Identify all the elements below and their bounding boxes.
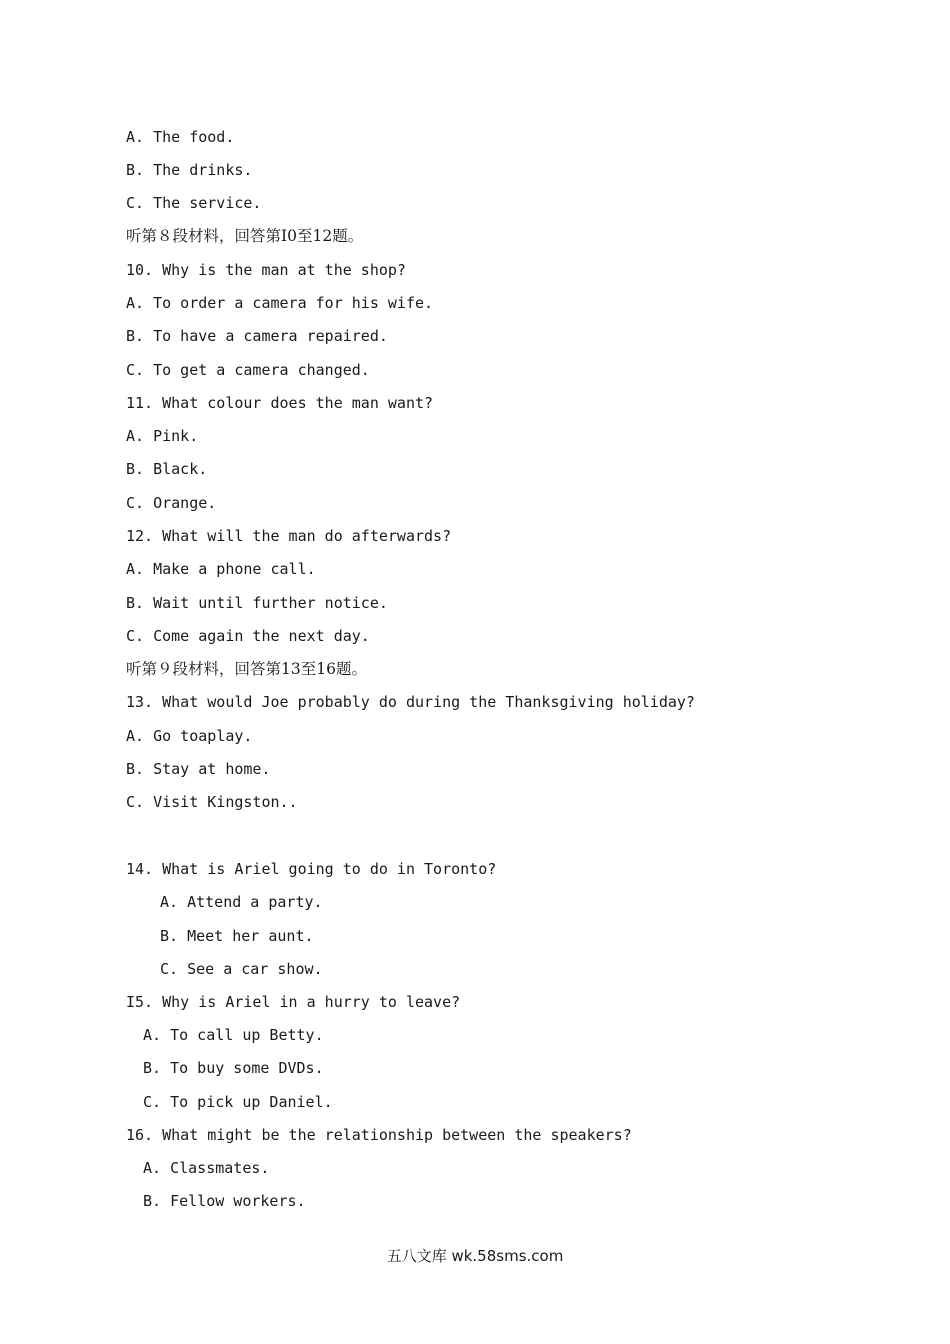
option-line: C. To get a camera changed.	[126, 361, 370, 379]
section-heading: 听第９段材料，回答第13至16题。	[126, 660, 367, 678]
option-line: A. To order a camera for his wife.	[126, 294, 434, 312]
option-line: A. Go toaplay.	[126, 727, 253, 745]
option-line: A. Classmates.	[143, 1159, 270, 1177]
question-line: 12. What will the man do afterwards?	[126, 527, 452, 545]
page-footer: 五八文库 wk.58sms.com	[386, 1247, 564, 1265]
option-line: A. Make a phone call.	[126, 560, 316, 578]
option-line: B. Fellow workers.	[143, 1192, 306, 1210]
option-line: A. The food.	[126, 128, 235, 146]
question-line: 13. What would Joe probably do during the Thanksgiving holiday?	[126, 693, 695, 711]
option-line: B. The drinks.	[126, 161, 253, 179]
option-line: C. To pick up Daniel.	[143, 1093, 333, 1111]
option-line: B. Meet her aunt.	[160, 927, 314, 945]
question-line: I5. Why is Ariel in a hurry to leave?	[126, 993, 461, 1011]
option-line: B. To buy some DVDs.	[143, 1059, 324, 1077]
option-line: C. The service.	[126, 194, 262, 212]
option-line: C. Visit Kingston..	[126, 793, 298, 811]
option-line: B. Black.	[126, 460, 208, 478]
option-line: B. Wait until further notice.	[126, 594, 388, 612]
option-line: B. Stay at home.	[126, 760, 271, 778]
question-line: 16. What might be the relationship between the speakers?	[126, 1126, 632, 1144]
question-line: 14. What is Ariel going to do in Toronto?	[126, 860, 497, 878]
option-line: C. Orange.	[126, 494, 217, 512]
section-heading: 听第８段材料，回答第I0至12题。	[126, 227, 364, 245]
option-line: C. Come again the next day.	[126, 627, 370, 645]
option-line: A. Attend a party.	[160, 893, 323, 911]
option-line: A. Pink.	[126, 427, 199, 445]
option-line: A. To call up Betty.	[143, 1026, 324, 1044]
question-line: 10. Why is the man at the shop?	[126, 261, 406, 279]
question-line: 11. What colour does the man want?	[126, 394, 434, 412]
option-line: B. To have a camera repaired.	[126, 327, 388, 345]
option-line: C. See a car show.	[160, 960, 323, 978]
